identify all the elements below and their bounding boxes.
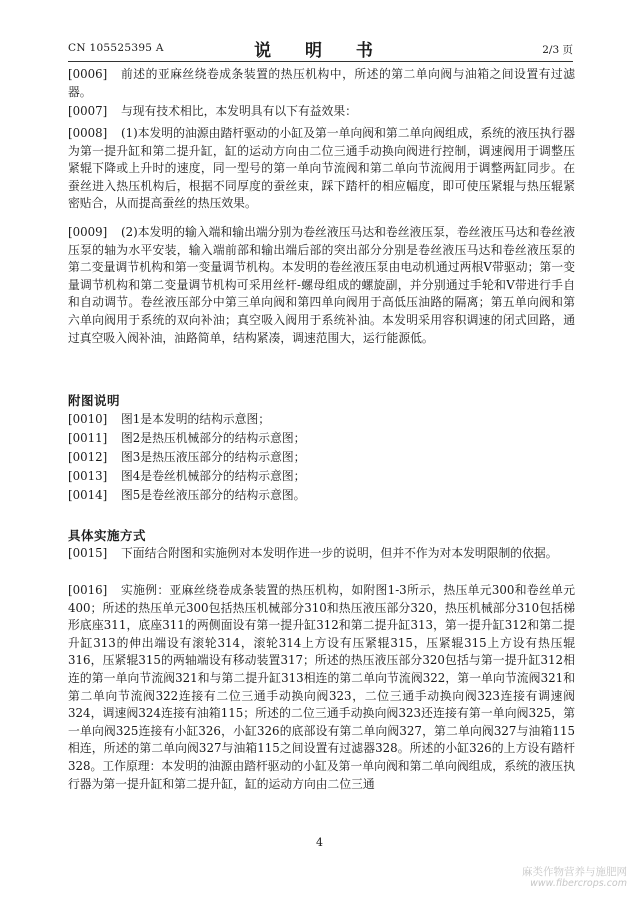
paragraph-number: [0015] (68, 546, 108, 560)
paragraph-text: 图1是本发明的结构示意图； (121, 412, 271, 426)
paragraph-number: [0014] (68, 488, 108, 502)
paragraph-text: 图5是卷丝液压部分的结构示意图。 (121, 488, 306, 502)
paragraph-text: 图3是热压液压部分的结构示意图； (121, 450, 306, 464)
paragraph-0012 (68, 449, 575, 467)
page-number: 4 (316, 836, 323, 849)
paragraph-text: (1)本发明的油源由踏杆驱动的小缸及第一单向阀和第二单向阀组成，系统的液压执行器为第一提升缸和第二提升缸，缸的运动方向由二位三通手动换向阀进行控制，调速阀用于调整压紧辊下降或上升时的速度，同一型号的第一单向节流阀和第二单向节流阀用于调整两缸同步。在蚕丝进入热压机构后，根据不同厚度的蚕丝束，踩下踏杆的相应幅度，即可使压紧辊与热压辊紧密贴合，从而提高蚕丝的热压效果。 (68, 126, 575, 211)
watermark-text: 麻类作物营养与施肥网 (522, 866, 627, 878)
paragraph-text: (2)本发明的输入端和输出端分别为卷丝液压马达和卷丝液压泵，卷丝液压马达和卷丝液压泵的轴为水平安装，输入端前部和输出端后部的突出部分分别是卷丝液压马达和卷丝液压泵的第二变量调节机构和第一变量调节机构。本发明的卷丝液压泵由电动机通过两根V带驱动；第一变量调节机构和第二变量调节机构可采用丝杆-螺母组成的螺旋副，并分别通过手轮和V带进行手自和自动调节。卷丝液压部分中第三单向阀和第四单向阀用于高低压油路的隔离；第五单向阀和第六单向阀用于系统的双向补油；真空吸入阀用于系统补油。本发明采用容积调速的闭式回路，通过真空吸入阀补油，油路简单，结构紧凑，调速范围大，运行能源低。 (68, 225, 575, 345)
paragraph-0009 (68, 224, 575, 347)
publication-number: CN 105525395 A (68, 42, 164, 54)
section-heading-embodiment: 具体实施方式 (68, 528, 147, 543)
paragraph-number: [0009] (68, 225, 108, 239)
paragraph-number: [0007] (68, 104, 108, 118)
paragraph-0015 (68, 545, 575, 563)
paragraph-number: [0011] (68, 431, 108, 445)
paragraph-number: [0006] (68, 67, 108, 81)
paragraph-number: [0016] (68, 583, 108, 597)
paragraph-number: [0013] (68, 469, 108, 483)
paragraph-text: 与现有技术相比，本发明具有以下有益效果： (121, 104, 357, 118)
paragraph-text: 实施例：亚麻丝绕卷成条装置的热压机构，如附图1-3所示，热压单元300和卷丝单元400；所述的热压单元300包括热压机械部分310和热压液压部分320，热压机械部分310包括梯形底座311，底座311的两侧面设有第一提升缸312和第二提升缸313，第一提升缸312和第二提升缸313的伸出端设有滚轮314，滚轮314上方设有压紧辊315，压紧辊315上方设有热压辊316，压紧辊315的两轴端设有移动装置317；所述的热压液压部分320包括与第一提升缸312相连的第一单向节流阀321和与第二提升缸313相连的第二单向节流阀322，第一单向节流阀321和第二单向节流阀322连接有二位三通手动换向阀323，二位三通手动换向阀323连接有调速阀324，调速阀324连接有油箱115；所述的二位三通手动换向阀323还连接有第一单向阀325，第一单向阀325连接有小缸326，小缸326的底部设有第二单向阀327，第二单向阀327与油箱115相连，所述的第二单向阀327与油箱115之间设置有过滤器328。所述的小缸326的上方设有踏杆328。工作原理：本发明的油源由踏杆驱动的小缸及第一单向阀和第二单向阀组成，系统的液压执行器为第一提升缸和第二提升缸，缸的运动方向由二位三通 (68, 583, 575, 791)
paragraph-number: [0012] (68, 450, 108, 464)
header-divider (68, 61, 573, 62)
paragraph-0014 (68, 487, 575, 505)
paragraph-number: [0008] (68, 126, 108, 140)
paragraph-0010 (68, 411, 575, 429)
page-header (68, 34, 573, 60)
section-heading-figures: 附图说明 (68, 393, 121, 408)
paragraph-0016 (68, 582, 575, 793)
paragraph-0013 (68, 468, 575, 486)
page-count: 2/3 页 (542, 44, 573, 56)
paragraph-0011 (68, 430, 575, 448)
paragraph-text: 图4是卷丝机械部分的结构示意图； (121, 469, 306, 483)
paragraph-0008 (68, 125, 575, 213)
document-title: 说 明 书 (254, 41, 387, 61)
watermark-url: www.fibercrops.com (530, 878, 627, 889)
paragraph-0006 (68, 66, 575, 101)
paragraph-number: [0010] (68, 412, 108, 426)
paragraph-text: 下面结合附图和实施例对本发明作进一步的说明，但并不作为对本发明限制的依据。 (121, 546, 558, 560)
paragraph-text: 前述的亚麻丝绕卷成条装置的热压机构中，所述的第二单向阀与油箱之间设置有过滤器。 (68, 67, 575, 99)
paragraph-0007 (68, 103, 575, 121)
paragraph-text: 图2是热压机械部分的结构示意图； (121, 431, 306, 445)
site-watermark (522, 866, 627, 890)
